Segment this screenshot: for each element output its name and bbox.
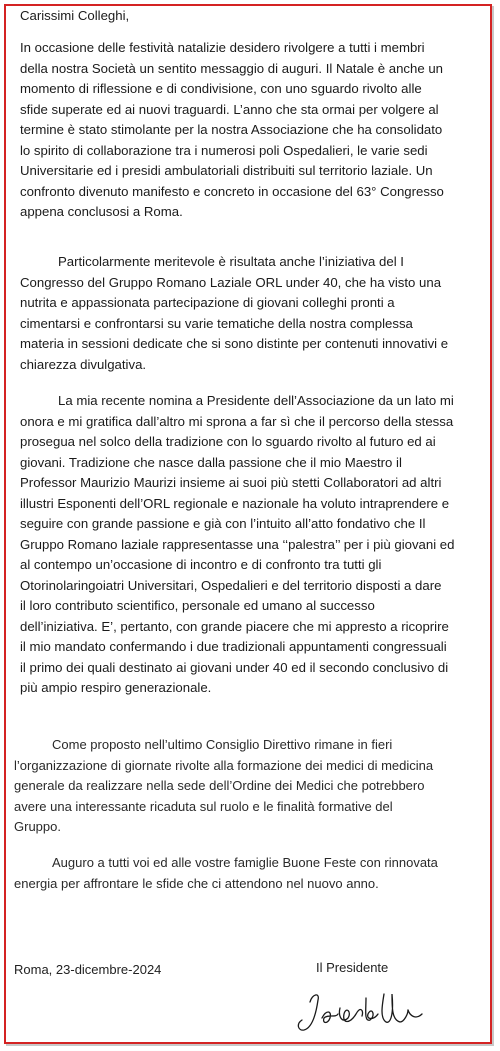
p2-line: materia in sessioni dedicate che si sono distinte per contenuti innovativi e [20, 336, 449, 351]
p1-line: Universitarie ed i presidi ambulatoriali distribuiti sul territorio laziale. Un [20, 163, 433, 178]
p1-line: appena conclusosi a Roma. [20, 204, 183, 219]
p4-line: l’organizzazione di giornate rivolte alla formazione dei medici di medicina [14, 757, 434, 773]
paragraph-5 [14, 853, 476, 894]
paragraph-4 [14, 735, 476, 838]
p3-line: Otorinolaringoiatri Universitari, Ospedalieri e del territorio disposti a dare [20, 577, 442, 593]
p4-line: Gruppo. [14, 819, 61, 834]
letter-date: Roma, 23-dicembre-2024 [14, 962, 162, 977]
p4-line: Come proposto nell’ultimo Consiglio Direttivo rimane in fieri [52, 737, 393, 752]
p5-line: energia per affrontare le sfide che ci attendono nel nuovo anno. [14, 875, 379, 891]
p2-line: Particolarmente meritevole è risultata anche l’iniziativa del I [58, 254, 404, 269]
paragraph-3 [20, 391, 482, 699]
p3-line: al contempo un’occasione di incontro e di confronto tra tutti gli [20, 557, 382, 572]
p1-line: momento di riflessione e di condivisione, con uno sguardo rivolto alle [20, 81, 422, 96]
p3-line: giovani. Tradizione che nasce dalla passione che il mio Maestro il [20, 454, 402, 470]
p3-line: il primo dei quali destinato ai giovani under 40 ed il secondo conclusivo di [20, 659, 449, 675]
signatory-role: Il Presidente [316, 960, 389, 975]
letter-greeting [20, 6, 482, 27]
handwritten-signature [292, 984, 442, 1040]
p4-line: generale da realizzare nella sede dell’Ordine dei Medici che potrebbero [14, 778, 425, 793]
p1-line: In occasione delle festività natalizie desidero rivolgere a tutti i membri [20, 40, 425, 55]
p3-line: prosegua nel solco della tradizione con lo sguardo rivolto al futuro ed ai [20, 434, 436, 449]
p1-line: termine è stato stimolante per la nostra Associazione che ha consolidato [20, 122, 443, 137]
p3-line: onora e mi gratifica dall’altro mi sprona a far sì che il percorso della stessa [20, 413, 454, 429]
p3-line: La mia recente nomina a Presidente dell’Associazione da un lato mi [58, 393, 454, 408]
p2-line: nutrita e appassionata partecipazione di giovani colleghi pronti a [20, 295, 395, 310]
p5-line: Auguro a tutti voi ed alle vostre famiglie Buone Feste con rinnovata [52, 855, 438, 870]
p3-line: dell’iniziativa. E’, pertanto, con grande piacere che mi appresto a ricoprire [20, 618, 449, 634]
p1-line: della nostra Società un sentito messaggio di auguri. Il Natale è anche un [20, 60, 443, 76]
p1-line: confronto divenuto manifesto e concreto in occasione del 63° Congresso [20, 183, 444, 199]
p1-line: sfide superate ed ai nuovi traguardi. L’anno che sta ormai per volgere al [20, 101, 439, 117]
p3-line: seguire con grande passione e già con l’intuito all’atto fondativo che Il [20, 516, 426, 531]
p3-line: illustri Esponenti dell’ORL regionale e nazionale ha voluto intraprendere e [20, 495, 450, 511]
p2-line: chiarezza divulgativa. [20, 356, 147, 372]
p1-line: lo spirito di collaborazione tra i numerosi poli Ospedalieri, le varie sedi [20, 142, 428, 158]
p4-line: avere una interessante ricaduta sul ruolo e le finalità formative del [14, 798, 393, 814]
p3-line: il loro contributo scientifico, personale ed umano al successo [20, 598, 375, 613]
p3-line: Gruppo Romano laziale rappresentasse una ‘‘palestra’’ per i più giovani ed [20, 536, 455, 552]
paragraph-2 [20, 252, 482, 375]
greeting-line: Carissimi Colleghi, [20, 8, 130, 23]
p3-line: Professor Maurizio Maurizi insieme ai suoi più stetti Collaboratori ad altri [20, 475, 442, 490]
p2-line: Congresso del Gruppo Romano Laziale ORL under 40, che ha visto una [20, 274, 442, 290]
p2-line: cimentarsi e confrontarsi su varie tematiche della nostra complessa [20, 315, 413, 331]
p3-line: più ampio respiro generazionale. [20, 680, 212, 695]
p3-line: il mio mandato confermando i due tradizionali appuntamenti congressuali [20, 639, 447, 654]
paragraph-1 [20, 38, 482, 223]
